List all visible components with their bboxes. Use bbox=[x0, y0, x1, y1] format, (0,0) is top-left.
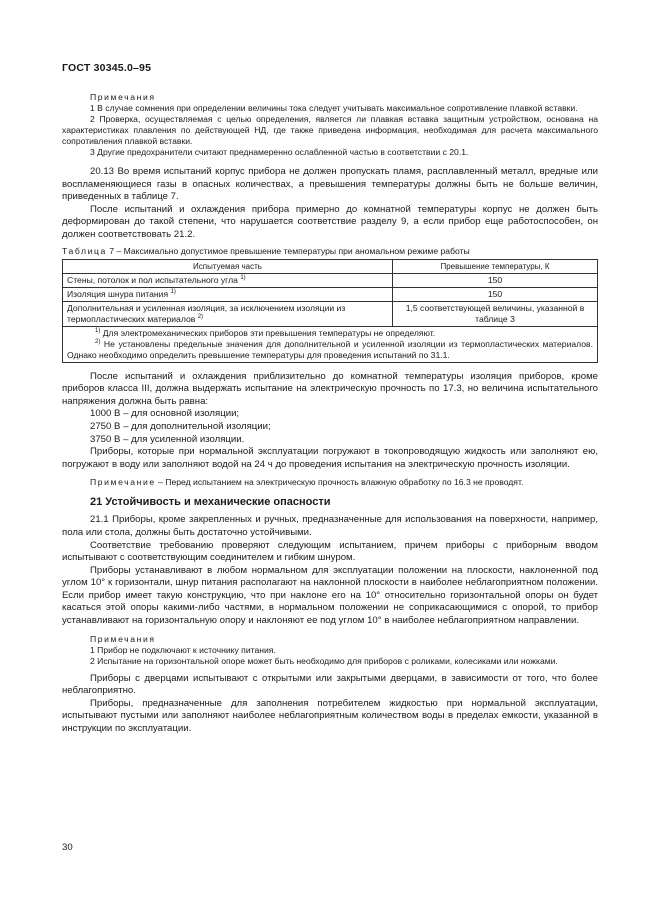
note-item: 1 Прибор не подключают к источнику питания. bbox=[90, 644, 276, 655]
document-body bbox=[62, 92, 598, 736]
paragraph: После испытаний и охлаждения приблизительно до комнатной температуры изоляция приборов, кроме приборов класса III, должна выдержать испытание на электрическую прочность по 17.3, но величина испытательного напряжения должна быть равна: bbox=[62, 370, 598, 407]
voltage-item: 1000 В – для основной изоляции; bbox=[90, 408, 240, 420]
paragraph: После испытаний и охлаждения прибора примерно до комнатной температуры корпус не должен быть деформирован до такой степени, что нарушается соответствие разделу 9, а если прибор еще работоспособен, он должен соответствовать 21.2. bbox=[62, 203, 598, 240]
table-row bbox=[63, 273, 598, 287]
note-item: 2 Испытание на горизонтальной опоре может быть необходимо для приборов с роликами, колесиками или ножками. bbox=[90, 655, 558, 666]
table-cell-part: Изоляция шнура питания $^{1)}$ bbox=[63, 287, 393, 301]
paragraph: Соответствие требованию проверяют следующим испытанием, причем приборы с приборным вводом испытывают с соответствующим соединителем и гибким шнуром. bbox=[62, 539, 598, 564]
table-7 bbox=[62, 259, 598, 363]
table-row bbox=[63, 301, 598, 326]
table-cell-value: 1,5 соответствующей величины, указанной в таблице 3 bbox=[393, 301, 598, 326]
note-inline: Примечание – Перед испытанием на электрическую прочность влажную обработку по 16.3 не проводят. bbox=[90, 477, 524, 488]
note-item: 2 Проверка, осуществляемая с целью определения, является ли плавкая вставка защитным устройством, основана на характеристиках плавления по действующей НД, где также приведена информация, необходимая для расчета максимального сопротивления плавкой вставки. bbox=[62, 114, 598, 146]
footnote-2: $^{2)}$ Не установлены предельные значения для дополнительной и усиленной изоляции из термопластических материалов. Однако необходимо определить превышение температуры для проведения испытаний по 31.1. bbox=[67, 338, 594, 360]
paragraph: Приборы, которые при нормальной эксплуатации погружают в токопроводящую жидкость или заполняют ею, погружают в воду или заполняют водой на 24 ч до проведения испытания на электрическую прочность изоляции. bbox=[62, 446, 598, 470]
table-caption-text: 7 – Максимально допустимое превышение температуры при аномальном режиме работы bbox=[109, 245, 470, 256]
voltage-item: 2750 В – для дополнительной изоляции; bbox=[90, 420, 271, 432]
page-number: 30 bbox=[62, 842, 73, 853]
document-header: ГОСТ 30345.0–95 bbox=[62, 62, 152, 74]
table-header-row bbox=[63, 259, 598, 273]
column-header-temperature: Превышение температуры, К bbox=[393, 259, 598, 273]
table-cell-value: 150 bbox=[393, 287, 598, 301]
note-item: 1 В случае сомнения при определении величины тока следует учитывать максимальное сопротивление плавкой вставки. bbox=[90, 103, 578, 113]
footnote-1: $^{1)}$ Для электромеханических приборов эти превышения температуры не определяют. bbox=[95, 327, 436, 338]
paragraph-20-13: 20.13 Во время испытаний корпус прибора не должен пропускать пламя, расплавленный металл, вредные или воспламеняющиеся газы в опасных количествах, а превышения температуры должны быть не больше величин, приведенных в таблице 7. bbox=[62, 166, 598, 203]
paragraph-21-1: 21.1 Приборы, кроме закрепленных и ручных, предназначенные для использования на поверхности, например, пола или стола, должны быть достаточно устойчивыми. bbox=[62, 514, 598, 538]
paragraph: Приборы, предназначенные для заполнения потребителем жидкостью при нормальной эксплуатации, испытывают пустыми или заполняют наиболее неблагоприятным количеством воды в пределах емкости, указанной в инструкции по эксплуатации. bbox=[62, 697, 598, 735]
notes-title: Примечания bbox=[90, 633, 156, 644]
notes-title: Примечания bbox=[90, 92, 156, 102]
column-header-part: Испытуемая часть bbox=[63, 259, 393, 273]
table-caption bbox=[62, 246, 598, 257]
note-item: 3 Другие предохранители считают преднамеренно ослабленной частью в соответствии с 20.1. bbox=[90, 147, 469, 157]
table-row bbox=[63, 287, 598, 301]
table-footnotes bbox=[63, 326, 598, 362]
table-cell-value: 150 bbox=[393, 273, 598, 287]
section-title: 21 Устойчивость и механические опасности bbox=[90, 496, 331, 509]
voltage-item: 3750 В – для усиленной изоляции. bbox=[90, 433, 245, 445]
paragraph: Приборы устанавливают в любом нормальном для эксплуатации положении на плоскости, наклоненной под углом 10° к горизонтали, шнур питания располагают на наклонной плоскости в наиболее неблагоприятном положении. Если прибор имеет такую конструкцию, что при наклоне его на 10° относительно горизонтальной опоры он будет касаться этой опоры какими-либо частями, в нормальном положении не соприкасающимися с опорой, то прибор устанавливают на горизонтальную опору и наклоняют ее под углом 10° в наиболее неблагоприятном направлении. bbox=[62, 564, 598, 627]
table-cell-part: Стены, потолок и пол испытательного угла $^{1)}$ bbox=[63, 273, 393, 287]
paragraph: Приборы с дверцами испытывают с открытыми или закрытыми дверцами, в зависимости от того, что более неблагоприятно. bbox=[62, 672, 598, 697]
table-footnotes-row bbox=[63, 326, 598, 362]
table-cell-part: Дополнительная и усиленная изоляция, за исключением изоляции из термопластических материалов $^{2)}$ bbox=[63, 301, 393, 326]
table-caption-label: Таблица bbox=[62, 245, 107, 256]
